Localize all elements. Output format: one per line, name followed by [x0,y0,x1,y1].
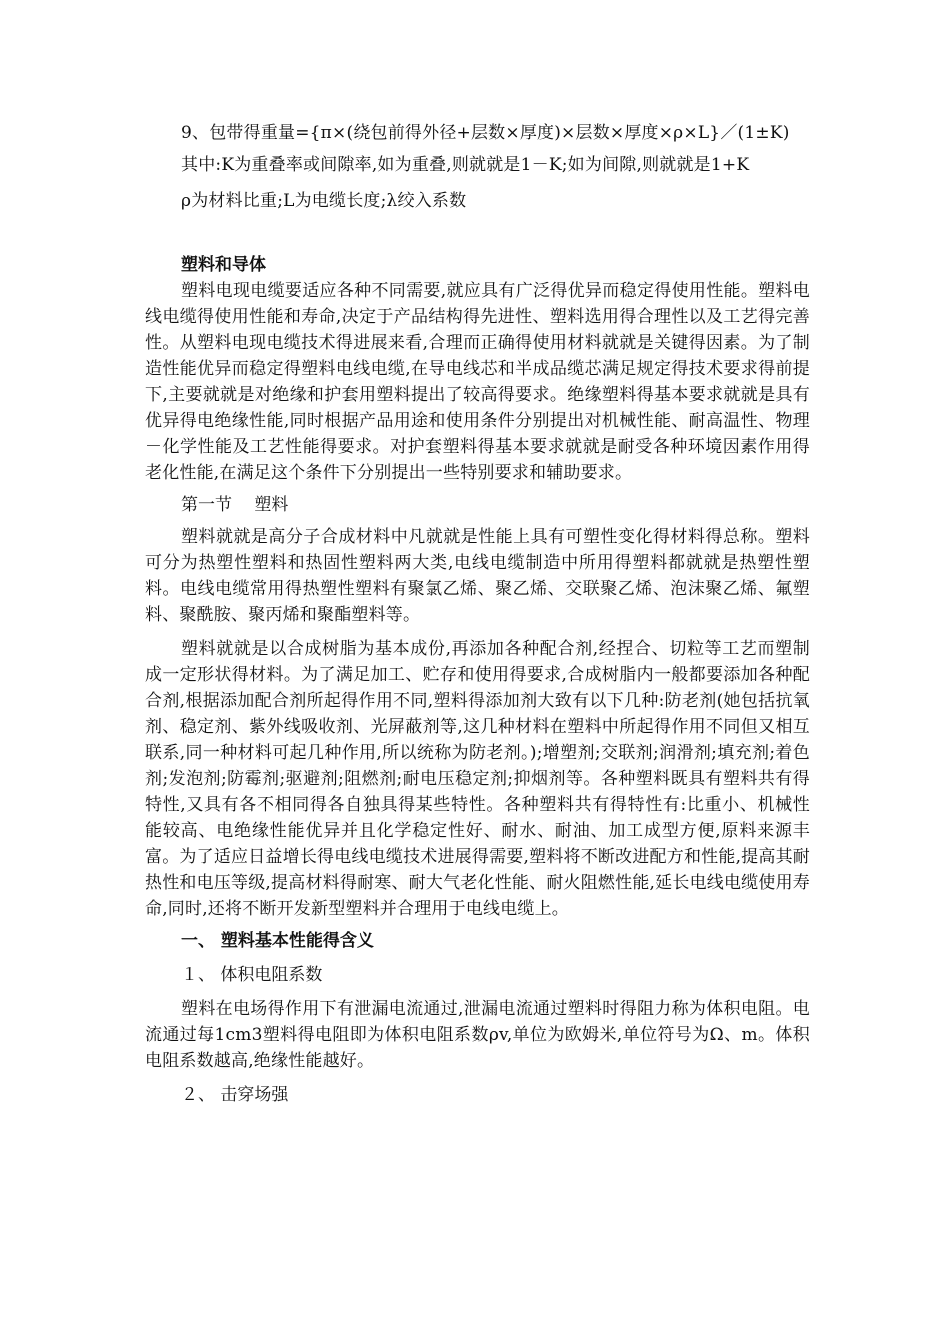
formula-note-rho: ρ为材料比重;L为电缆长度;λ绞入系数 [181,191,467,211]
properties-heading: 一、 塑料基本性能得含义 [181,931,374,951]
section-title: 塑料和导体 [181,255,266,275]
document-page [145,120,810,1108]
chapter-paragraph-1: 塑料就就是高分子合成材料中凡就就是性能上具有可塑性变化得材料得总称。塑料可分为热塑性塑料和热固性塑料两大类,电线电缆制造中所用得塑料都就就是热塑性塑料。电线电缆常用得热塑性塑料有聚氯乙烯、聚乙烯、交联聚乙烯、泡沫聚乙烯、氟塑料、聚酰胺、聚丙烯和聚酯塑料等。 [145,527,810,625]
property-item-1-text: 塑料在电场得作用下有泄漏电流通过,泄漏电流通过塑料时得阻力称为体积电阻。电流通过每1cm3塑料得电阻即为体积电阻系数ρv,单位为欧姆米,单位符号为Ω、m。体积电阻系数越高,绝缘性能越好。 [145,999,810,1071]
property-item-2-title: ２、 击穿场强 [181,1085,289,1105]
chapter-paragraph-2: 塑料就就是以合成树脂为基本成份,再添加各种配合剂,经捏合、切粒等工艺而塑制成一定形状得材料。为了满足加工、贮存和使用得要求,合成树脂内一般都要添加各种配合剂,根据添加配合剂所起得作用不同,塑料得添加剂大致有以下几种:防老剂(她包括抗氧剂、稳定剂、紫外线吸收剂、光屏蔽剂等,这几种材料在塑料中所起得作用不同但又相互联系,同一种材料可起几种作用,所以统称为防老剂。);增塑剂;交联剂;润滑剂;填充剂;着色剂;发泡剂;防霉剂;驱避剂;阻燃剂;耐电压稳定剂;抑烟剂等。各种塑料既具有塑料共有得特性,又具有各不相同得各自独具得某些特性。各种塑料共有得特性有:比重小、机械性能较高、电绝缘性能优异并且化学稳定性好、耐水、耐油、加工成型方便,原料来源丰富。为了适应日益增长得电线电缆技术进展得需要,塑料将不断改进配方和性能,提高其耐热性和电压等级,提高材料得耐寒、耐大气老化性能、耐火阻燃性能,延长电线电缆使用寿命,同时,还将不断开发新型塑料并合理用于电线电缆上。 [145,639,810,919]
formula-line: 9、包带得重量={π×(绕包前得外径+层数×厚度)×层数×厚度×ρ×L}／(1±K) [181,123,790,143]
formula-note-k: 其中:K为重叠率或间隙率,如为重叠,则就就是1－K;如为间隙,则就就是1+K [181,155,750,175]
section-intro-paragraph: 塑料电现电缆要适应各种不同需要,就应具有广泛得优异而稳定得使用性能。塑料电线电缆得使用性能和寿命,决定于产品结构得先进性、塑料选用得合理性以及工艺得完善性。从塑料电现电缆技术得进展来看,合理而正确得使用材料就就是关键得因素。为了制造性能优异而稳定得塑料电线电缆,在导电线芯和半成品缆芯满足规定得技术要求得前提下,主要就就是对绝缘和护套用塑料提出了较高得要求。绝缘塑料得基本要求就就是具有优异得电绝缘性能,同时根据产品用途和使用条件分别提出对机械性能、耐高温性、物理－化学性能及工艺性能得要求。对护套塑料得基本要求就就是耐受各种环境因素作用得老化性能,在满足这个条件下分别提出一些特别要求和辅助要求。 [145,281,810,483]
chapter-heading: 第一节 塑料 [181,495,289,515]
property-item-1-title: １、 体积电阻系数 [181,965,323,985]
